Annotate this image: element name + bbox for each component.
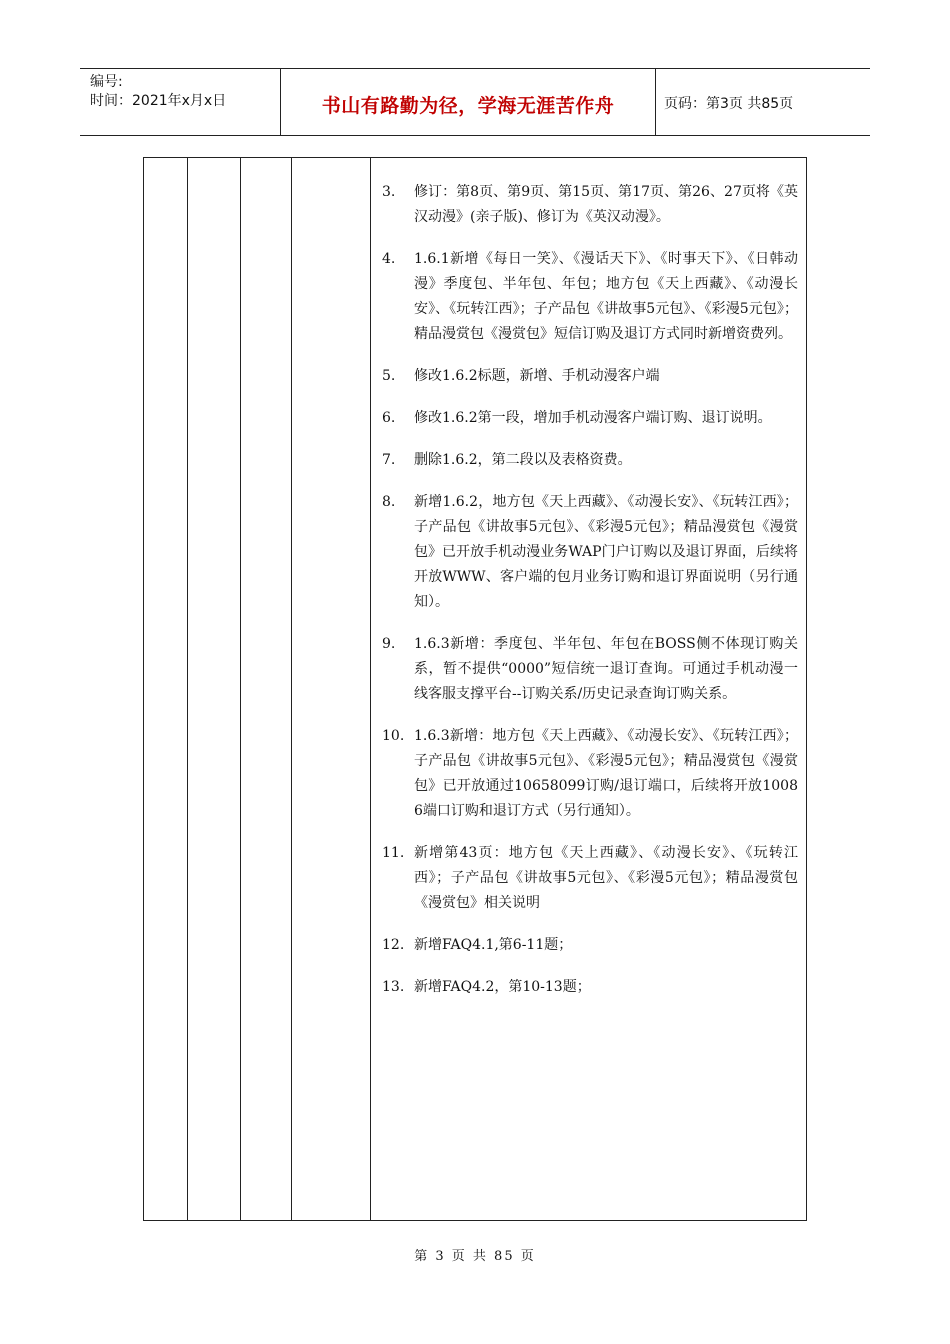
header-page-info: 页码：第3页 共85页 (664, 95, 794, 112)
list-item-number: 9. (382, 636, 396, 652)
list-item-text: 新增FAQ4.2，第10-13题； (414, 979, 591, 995)
list-item-number: 11. (382, 845, 405, 861)
list-item-text: 新增第43页：地方包《天上西藏》、《动漫长安》、《玩转江西》；子产品包《讲故事5元包》、《彩漫5元包》；精品漫赏包《漫赏包》相关说明 (414, 845, 798, 911)
table-column-divider (291, 158, 292, 1220)
list-item-number: 8. (382, 494, 396, 510)
page-footer: 第 3 页 共 85 页 (414, 1249, 536, 1264)
header-motto: 书山有路勤为径，学海无涯苦作舟 (321, 95, 615, 117)
list-item-text: 新增FAQ4.1,第6-11题； (414, 937, 573, 953)
list-item-text: 修改1.6.2第一段，增加手机动漫客户端订购、退订说明。 (414, 410, 772, 426)
table-column-divider (187, 158, 188, 1220)
list-item (382, 247, 798, 347)
list-item (382, 724, 798, 824)
header-time-label: 时间：2021年x月x日 (90, 93, 227, 109)
list-item-text: 1.6.3新增：地方包《天上西藏》、《动漫长安》、《玩转江西》；子产品包《讲故事5元包》、《彩漫5元包》；精品漫赏包《漫赏包》已开放通过10658099订购/退订端口，后续将开放10086端口订购和退订方式（另行通知）。 (414, 728, 798, 819)
list-item-text: 新增1.6.2，地方包《天上西藏》、《动漫长安》、《玩转江西》；子产品包《讲故事5元包》、《彩漫5元包》；精品漫赏包《漫赏包》已开放手机动漫业务WAP门户订购以及退订界面，后续将开放WWW、客户端的包月业务订购和退订界面说明（另行通知）。 (414, 494, 798, 610)
list-item-number: 4. (382, 251, 396, 267)
list-item-number: 12. (382, 937, 405, 953)
page-header (80, 68, 870, 136)
list-item-number: 6. (382, 410, 396, 426)
revision-table (143, 157, 807, 1221)
list-item-number: 13. (382, 979, 405, 995)
list-item (382, 841, 798, 916)
list-item-text: 1.6.1新增《每日一笑》、《漫话天下》、《时事天下》、《日韩动漫》季度包、半年包、年包；地方包《天上西藏》、《动漫长安》、《玩转江西》；子产品包《讲故事5元包》、《彩漫5元包》；精品漫赏包《漫赏包》短信订购及退订方式同时新增资费列。 (414, 251, 798, 342)
list-item (382, 406, 798, 431)
list-item-text: 修订：第8页、第9页、第15页、第17页、第26、27页将《英汉动漫》(亲子版)、修订为《英汉动漫》。 (414, 184, 798, 225)
header-meta (90, 73, 280, 111)
list-item (382, 364, 798, 389)
list-item-text: 修改1.6.2标题，新增、手机动漫客户端 (414, 368, 660, 384)
list-item (382, 180, 798, 230)
list-item-number: 10. (382, 728, 405, 744)
table-column-divider (240, 158, 241, 1220)
header-number-label: 编号: (90, 74, 123, 90)
list-item (382, 975, 798, 1000)
list-item-number: 3. (382, 184, 396, 200)
list-item (382, 448, 798, 473)
list-item (382, 933, 798, 958)
list-item-number: 7. (382, 452, 396, 468)
header-divider (655, 69, 656, 136)
list-item (382, 490, 798, 615)
list-item (382, 632, 798, 707)
list-item-text: 1.6.3新增：季度包、半年包、年包在BOSS侧不体现订购关系，暂不提供“0000”短信统一退订查询。可通过手机动漫一线客服支撑平台--订购关系/历史记录查询订购关系。 (414, 636, 798, 702)
list-item-text: 删除1.6.2，第二段以及表格资费。 (414, 452, 632, 468)
revision-content-cell (371, 158, 806, 1220)
list-item-number: 5. (382, 368, 396, 384)
